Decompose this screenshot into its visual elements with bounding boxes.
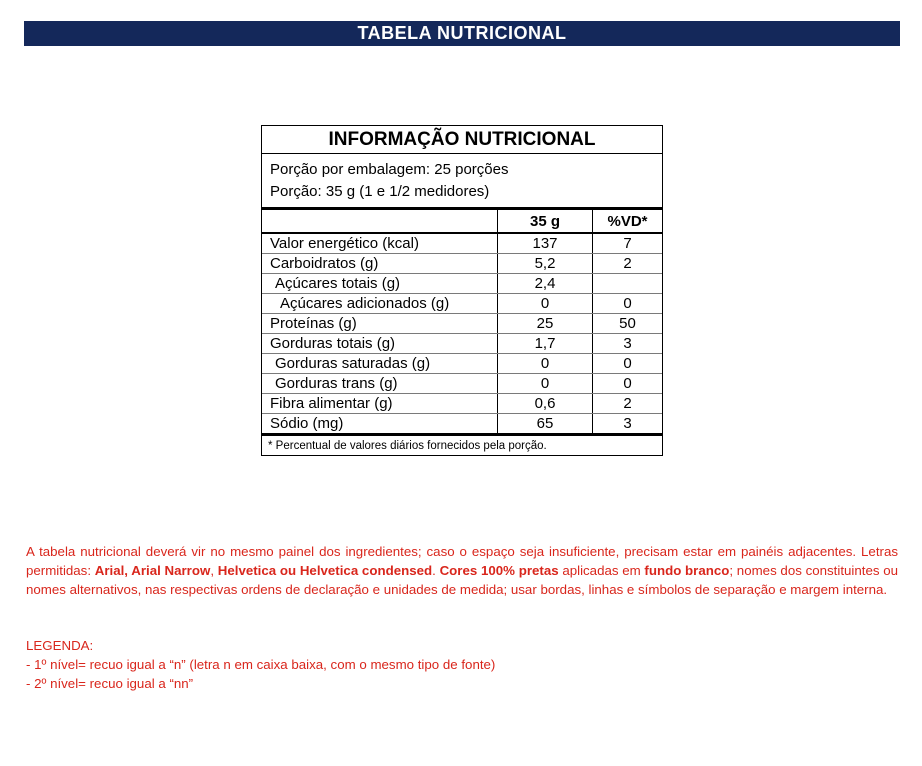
table-row: [262, 354, 662, 374]
table-row: [262, 254, 662, 274]
nutrient-value: 0,6: [498, 394, 593, 414]
nutrient-vd: 0: [593, 374, 663, 394]
nutrient-name: Sódio (mg): [262, 414, 498, 435]
nutrient-value: 0: [498, 294, 593, 314]
notes-text-2: aplicadas em: [558, 563, 645, 578]
nutrient-value: 65: [498, 414, 593, 435]
header-name: [262, 210, 498, 233]
nutrient-name: Valor energético (kcal): [262, 233, 498, 254]
table-row: [262, 394, 662, 414]
table-row: [262, 294, 662, 314]
table-row: [262, 414, 662, 435]
nutrient-vd: 0: [593, 294, 663, 314]
header-value: 35 g: [498, 210, 593, 233]
table-header-row: [262, 210, 662, 233]
table-row: [262, 274, 662, 294]
nutrient-vd: 0: [593, 354, 663, 374]
table-row: [262, 314, 662, 334]
nutrient-value: 0: [498, 374, 593, 394]
nutrient-value: 5,2: [498, 254, 593, 274]
nutrient-value: 25: [498, 314, 593, 334]
notes-background: fundo branco: [644, 563, 730, 578]
table-row: [262, 374, 662, 394]
legend-title: LEGENDA:: [26, 638, 94, 653]
header-vd: %VD*: [593, 210, 663, 233]
legend-line-1: - 1º nível= recuo igual a “n” (letra n em caixa baixa, com o mesmo tipo de fonte): [26, 657, 496, 672]
nutrient-value: 2,4: [498, 274, 593, 294]
portion-info: [262, 154, 662, 210]
portion-size: Porção: 35 g (1 e 1/2 medidores): [270, 183, 490, 200]
nutrient-vd: 50: [593, 314, 663, 334]
legend-line-2: - 2º nível= recuo igual a “nn”: [26, 676, 194, 691]
nutrient-name: Carboidratos (g): [262, 254, 498, 274]
nutrient-name: Açúcares totais (g): [262, 274, 498, 294]
nutrient-name: Proteínas (g): [262, 314, 498, 334]
notes-fonts-2: Helvetica ou Helvetica condensed: [217, 563, 433, 578]
portion-per-package: Porção por embalagem: 25 porções: [270, 161, 509, 178]
nutrient-vd: 3: [593, 334, 663, 354]
table-row: [262, 334, 662, 354]
nutrient-name: Açúcares adicionados (g): [262, 294, 498, 314]
nutrient-name: Gorduras totais (g): [262, 334, 498, 354]
table-row: [262, 233, 662, 254]
nutrient-vd: [593, 274, 663, 294]
nutrient-vd: 3: [593, 414, 663, 435]
nutrient-vd: 2: [593, 394, 663, 414]
notes-comma: ,: [210, 563, 218, 578]
nutrient-name: Fibra alimentar (g): [262, 394, 498, 414]
nutrient-value: 137: [498, 233, 593, 254]
notes-text-1: A tabela nutricional deverá vir no mesmo painel dos ingredientes; caso o espaço seja insuficiente, precisam estar em painéis adjacentes. Letras permitidas:: [26, 544, 898, 578]
nutrient-table: [262, 210, 662, 436]
nutrient-vd: 7: [593, 233, 663, 254]
nutrient-name: Gorduras saturadas (g): [262, 354, 498, 374]
page-title-banner: TABELA NUTRICIONAL: [24, 21, 900, 46]
nutrient-value: 0: [498, 354, 593, 374]
notes-fonts: Arial, Arial Narrow: [94, 563, 211, 578]
nutrition-table-title: INFORMAÇÃO NUTRICIONAL: [262, 126, 662, 154]
nutrient-vd: 2: [593, 254, 663, 274]
instructions-text: [26, 542, 898, 599]
table-footnote: * Percentual de valores diários fornecidos pela porção.: [268, 440, 547, 452]
legend: [26, 636, 495, 693]
notes-colors: Cores 100% pretas: [439, 563, 559, 578]
nutrition-facts-table: [261, 125, 663, 456]
nutrient-value: 1,7: [498, 334, 593, 354]
notes-period: .: [432, 563, 440, 578]
nutrient-name: Gorduras trans (g): [262, 374, 498, 394]
notes-text-3: ; nomes dos constituintes ou nomes alternativos, nas respectivas ordens de declaração e unidades de medida; usar bordas, linhas e símbolos de separação e margem interna.: [26, 563, 899, 597]
